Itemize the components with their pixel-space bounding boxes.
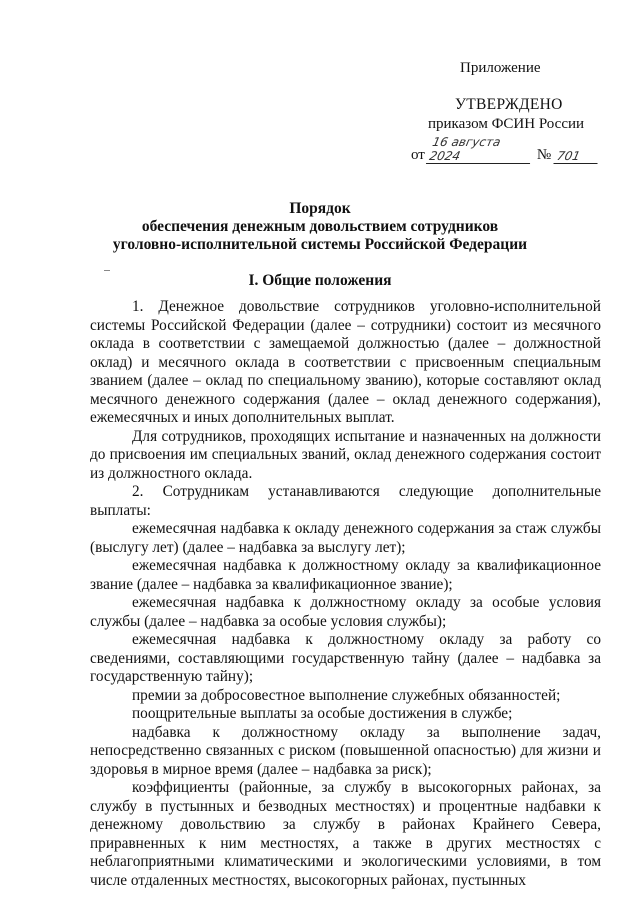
title-line-1: Порядок [289,200,351,217]
paragraph: ежемесячная надбавка к окладу денежного содержания за стаж службы (выслугу лет) (далее – надбавка за выслугу лет); [90,520,601,556]
title-line-3: уголовно-исполнительной системы Российской Федерации [112,236,528,253]
paragraph: 1. Денежное довольствие сотрудников уголовно-исполнительной системы Российской Федерации (далее – сотрудники) состоит из месячного оклада в соответствии с замещаемой должностью (далее – должностной оклад) и месячного оклада в соответствии с присвоенным специальным званием (далее – оклад по специальному званию), которые составляют оклад месячного денежного содержания (далее – оклад денежного содержания), ежемесячных и иных дополнительных выплат. [90,298,601,426]
paragraph: премии за добросовестное выполнение служебных обязанностей; [132,686,561,704]
document-title [0,200,640,254]
section-heading: I. Общие положения [248,272,392,289]
appendix-label: Приложение [460,60,541,76]
paragraph: надбавка к должностному окладу за выполнение задач, непосредственно связанных с риском (повышенной опасностью) для жизни и здоровья в мирное время (далее – надбавка за риск); [90,723,601,778]
title-line-2: обеспечения денежным довольствием сотрудников [141,218,499,235]
number-label: № [536,147,552,163]
paragraph: 2. Сотрудникам устанавливаются следующие дополнительные выплаты: [90,483,601,519]
paragraph: поощрительные выплаты за особые достижения в службе; [132,705,513,722]
handwritten-number: 701 [554,149,601,164]
scan-mark [104,270,110,271]
order-by-label: приказом ФСИН России [428,116,585,132]
handwritten-date: 16 августа 2024 [426,135,536,164]
from-label: от [411,147,425,163]
approved-label: УТВЕРЖДЕНО [455,96,563,113]
paragraph: коэффициенты (районные, за службу в высокогорных районах, за службу в пустынных и безводных местностях) и процентные надбавки к денежному довольствию за службу в районах Крайнего Севера, приравненных к ним местностях, а также в других местностях с неблагоприятными климатическими и экологическими условиями, в том числе отдаленных местностях, высокогорных районах, пустынных [90,779,601,889]
body-text [90,298,601,890]
paragraph: ежемесячная надбавка к должностному окладу за особые условия службы (далее – надбавка за особые условия службы); [90,594,601,630]
order-date-number-line [411,135,599,164]
paragraph: ежемесячная надбавка к должностному окладу за работу со сведениями, составляющими государственную тайну (далее – надбавка за государственную тайну); [90,631,601,685]
paragraph: ежемесячная надбавка к должностному окладу за квалификационное звание (далее – надбавка за квалификационное звание); [90,557,601,593]
paragraph: Для сотрудников, проходящих испытание и назначенных на должности до присвоения им специальных званий, оклад денежного содержания состоит из должностного оклада. [90,427,601,482]
